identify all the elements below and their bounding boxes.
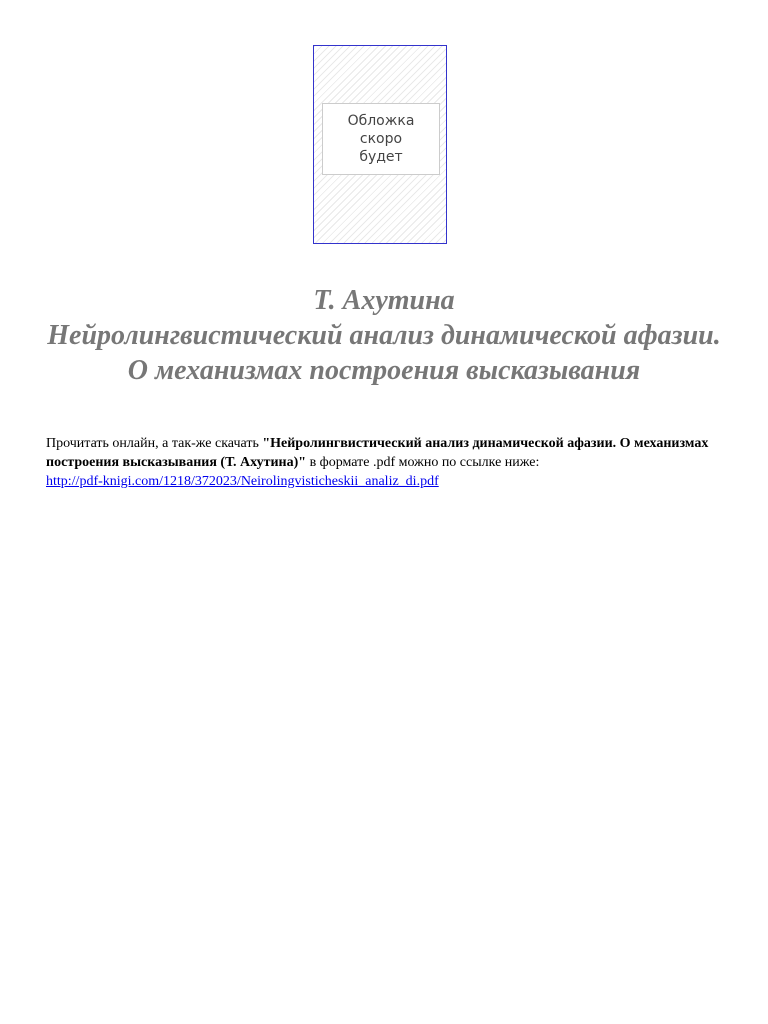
book-heading <box>40 283 728 388</box>
description-book-title: Нейролингвистический анализ динамической афазии. О механизмах построения высказывания (Т. Ахутина) <box>46 436 709 470</box>
book-cover-placeholder <box>313 45 447 244</box>
cover-coming-soon-label: Обложка скоро будет <box>322 103 440 175</box>
book-title: Нейролингвистический анализ динамической афазии. О механизмах построения высказывания <box>47 320 721 386</box>
book-author: Т. Ахутина <box>313 285 455 316</box>
pdf-download-link[interactable]: http://pdf-knigi.com/1218/372023/Neirolingvisticheskii_analiz_di.pdf <box>46 474 439 489</box>
description-suffix: в формате .pdf можно по ссылке ниже: <box>306 455 540 470</box>
description-prefix: Прочитать онлайн, а так-же скачать <box>46 436 263 451</box>
description-quote-open: " <box>262 436 271 451</box>
description-quote-close: " <box>298 455 307 470</box>
download-description <box>46 434 726 491</box>
